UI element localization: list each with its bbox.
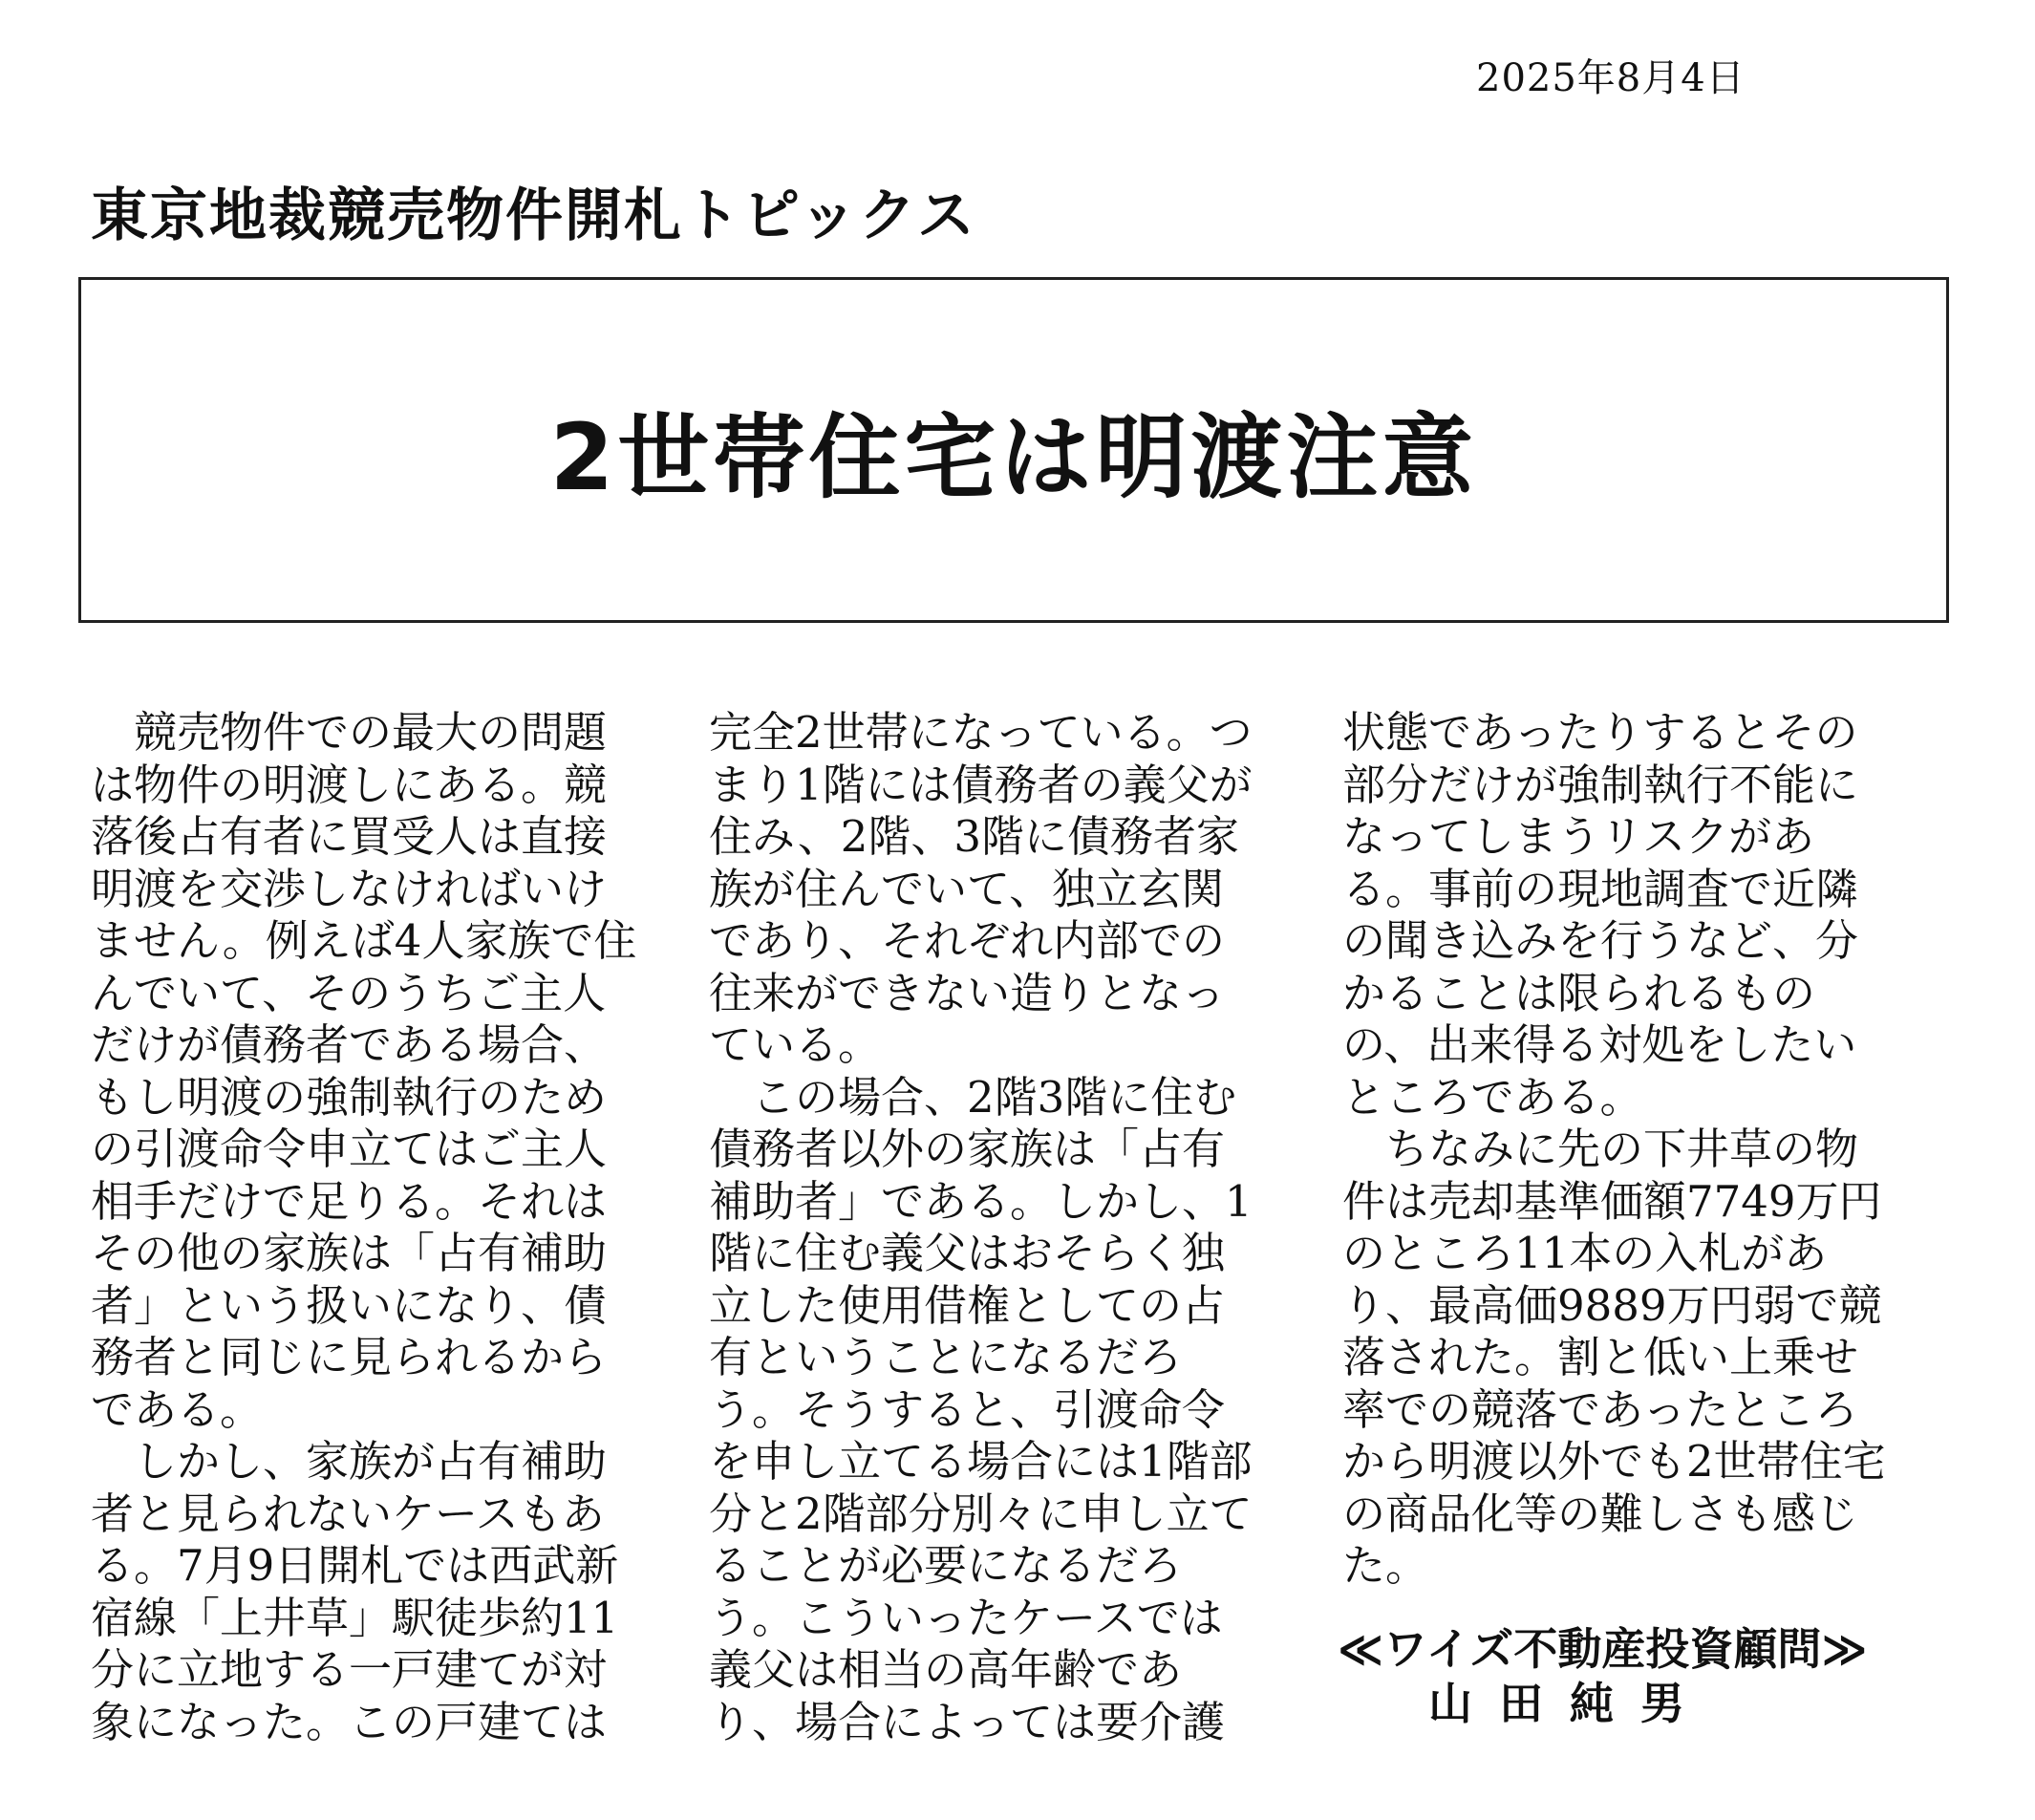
headline-box [78, 277, 1949, 623]
article-text-line: 階に住む義父はおそらく独 [709, 1228, 1226, 1278]
article-text-line: 分と2階部分別々に申し立て [709, 1488, 1253, 1539]
article-text-line: う。こういったケースでは [709, 1592, 1223, 1643]
article-text-line: ところである。 [1342, 1071, 1643, 1123]
article-text-line: 補助者」である。しかし、1 [709, 1175, 1253, 1227]
article-text-line: 相手だけで足りる。それは [91, 1175, 608, 1227]
article-text-line: である。 [91, 1383, 264, 1435]
series-title: 東京地裁競売物件開札トピックス [91, 182, 976, 249]
article-text-line: その他の家族は「占有補助 [91, 1228, 608, 1278]
article-text-line: 落された。割と低い上乗せ [1342, 1332, 1859, 1382]
article-text-line: ちなみに先の下井草の物 [1342, 1124, 1859, 1174]
article-text-line: んでいて、そのうちご主人 [91, 967, 607, 1018]
article-text-line: の引渡命令申立てはご主人 [91, 1124, 608, 1174]
article-text-line: 部分だけが強制執行不能に [1342, 759, 1859, 810]
article-text-line: 往来ができない造りとなっ [709, 967, 1226, 1018]
signature-author: 山田純男 [1428, 1678, 1711, 1729]
article-text-line: だけが債務者である場合、 [91, 1019, 608, 1070]
article-text-line: 完全2世帯になっている。つ [709, 707, 1253, 758]
article-text-line: の商品化等の難しさも感じ [1342, 1488, 1859, 1539]
article-text-line: 状態であったりするとその [1342, 707, 1858, 758]
article-text-line: しかし、家族が占有補助 [91, 1436, 608, 1487]
article-date: 2025年8月4日 [1476, 56, 1746, 100]
article-text-line: う。そうすると、引渡命令 [709, 1383, 1226, 1435]
article-text-line: ることが必要になるだろ [709, 1540, 1183, 1591]
article-text-line: 件は売却基準価額7749万円 [1342, 1175, 1882, 1227]
article-text-line: なってしまうリスクがあ [1342, 811, 1815, 862]
article-text-line: 債務者以外の家族は「占有 [709, 1124, 1226, 1174]
article-text-line: もし明渡の強制執行のため [91, 1071, 608, 1123]
article-text-line: の、出来得る対処をしたい [1342, 1019, 1857, 1070]
article-text-line: かることは限られるもの [1342, 967, 1816, 1018]
article-text-line: 分に立地する一戸建てが対 [91, 1644, 608, 1695]
article-column-2 [709, 707, 1282, 1748]
article-text-line: 象になった。この戸建ては [91, 1696, 608, 1747]
article-text-line: ません。例えば4人家族で住 [91, 915, 637, 966]
article-text-line: を申し立てる場合には1階部 [709, 1436, 1253, 1487]
article-text-line: のところ11本の入札があ [1342, 1228, 1828, 1278]
article-text-line: 有ということになるだろ [709, 1332, 1183, 1382]
article-text-line: 落後占有者に買受人は直接 [91, 811, 608, 862]
article-text-line: であり、それぞれ内部での [709, 915, 1226, 966]
article-text-line: 明渡を交渉しなければいけ [91, 863, 608, 914]
article-text-line: ている。 [709, 1019, 882, 1070]
article-text-line: 者と見られないケースもあ [91, 1488, 605, 1539]
article-text-line: から明渡以外でも2世帯住宅 [1342, 1436, 1886, 1487]
article-text-line: の聞き込みを行うなど、分 [1342, 915, 1859, 966]
article-text-line: 立した使用借権としての占 [709, 1279, 1226, 1331]
article-text-line: この場合、2階3階に住む [709, 1071, 1237, 1123]
article-text-line: り、最高価9889万円弱で競 [1342, 1279, 1882, 1331]
article-column-3 [1342, 707, 1916, 1593]
article-text-line: 者」という扱いになり、債 [91, 1279, 608, 1331]
signature [1338, 1622, 1867, 1731]
article-text-line: 宿線「上井草」駅徒歩約11 [91, 1592, 619, 1643]
article-text-line: 務者と同じに見られるから [91, 1332, 608, 1382]
signature-agency: ≪ワイズ不動産投資顧問≫ [1338, 1623, 1868, 1675]
article-text-line: まり1階には債務者の義父が [709, 759, 1253, 810]
article-text-line: る。事前の現地調査で近隣 [1342, 863, 1859, 914]
article-text-line: 族が住んでいて、独立玄関 [709, 863, 1225, 914]
article-text-line: 住み、2階、3階に債務者家 [709, 811, 1239, 862]
article-text-line: 率での競落であったところ [1342, 1383, 1858, 1435]
article-text-line: 義父は相当の高年齢であ [709, 1644, 1183, 1695]
article-text-line: 競売物件での最大の問題 [91, 707, 608, 758]
article-text-line: た。 [1342, 1540, 1429, 1591]
article-column-1 [91, 707, 664, 1748]
article-text-line: る。7月9日開札では西武新 [91, 1540, 619, 1591]
article-text-line: り、場合によっては要介護 [709, 1696, 1226, 1747]
article-text-line: は物件の明渡しにある。競 [91, 759, 608, 810]
headline: 2世帯住宅は明渡注意 [549, 403, 1478, 511]
